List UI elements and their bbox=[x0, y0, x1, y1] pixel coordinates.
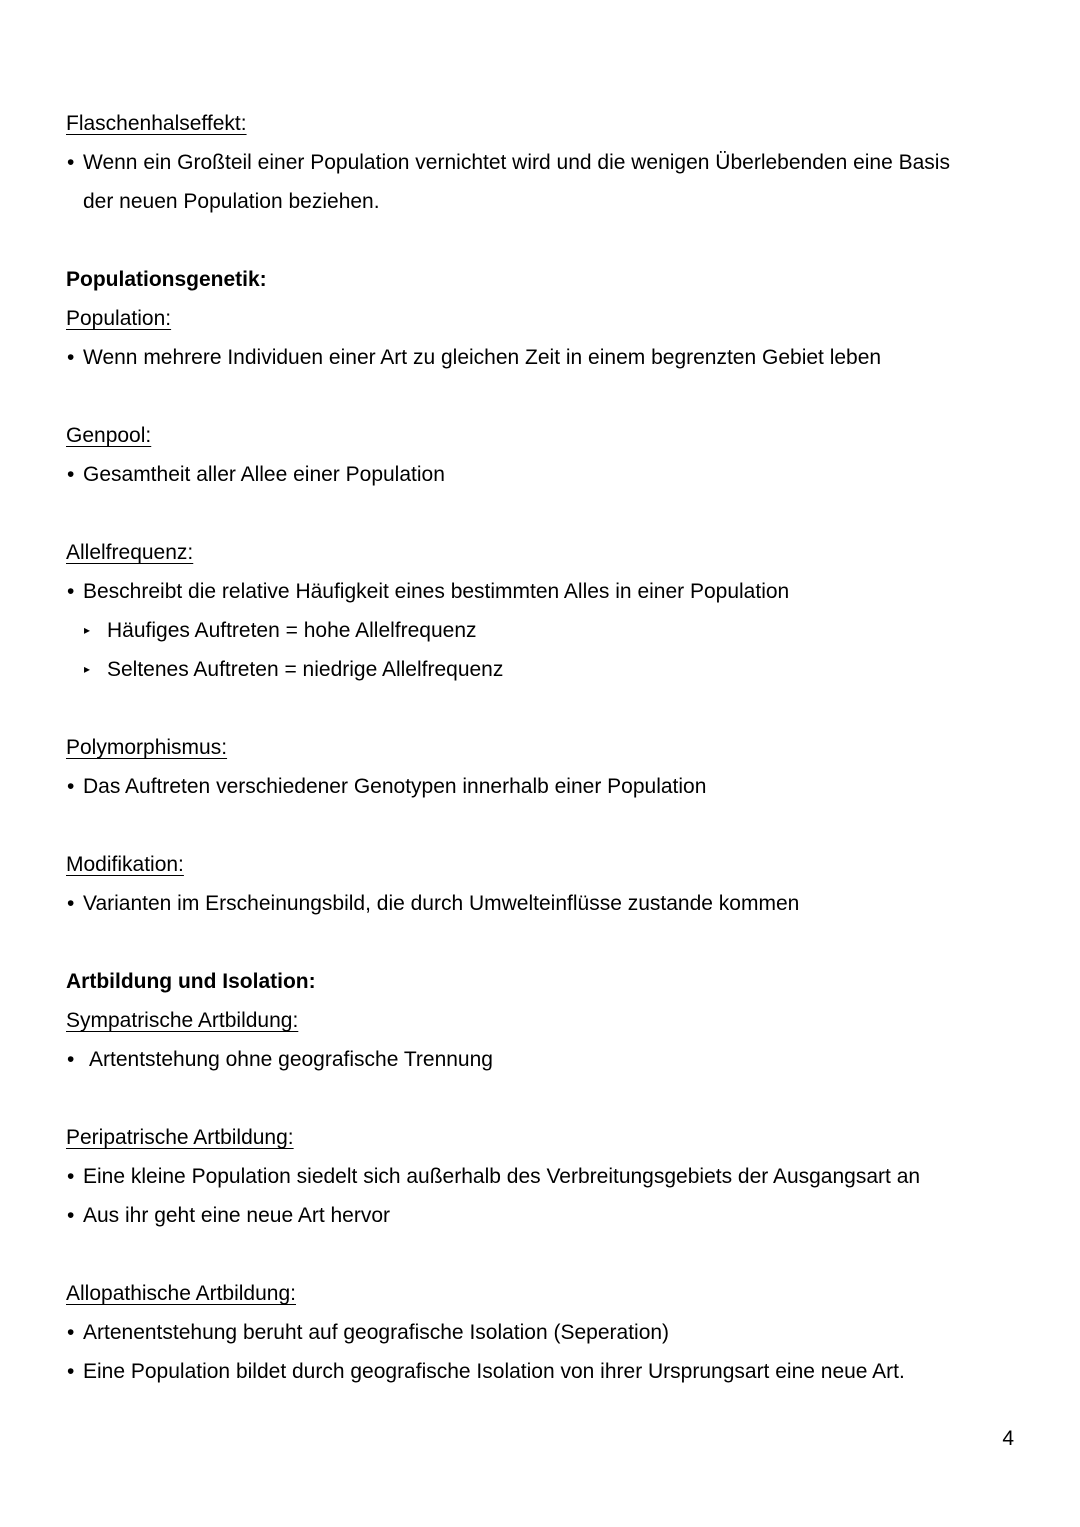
spacer bbox=[66, 689, 1016, 728]
spacer bbox=[66, 494, 1016, 533]
bullet-dot: • bbox=[67, 1048, 75, 1071]
allelfrequenz-bullet-text: Beschreibt die relative Häufigkeit eines bestimmten Alles in einer Population bbox=[83, 580, 790, 603]
allelfrequenz-heading: Allelfrequenz: bbox=[66, 541, 194, 564]
peripatrisch-bullet-text-2: Aus ihr geht eine neue Art hervor bbox=[83, 1204, 391, 1227]
population-heading-line bbox=[66, 299, 1016, 338]
bullet-dot: • bbox=[67, 346, 75, 369]
artbildung-title: Artbildung und Isolation: bbox=[66, 970, 316, 993]
population-bullet bbox=[66, 338, 1016, 377]
bullet-dot: • bbox=[67, 892, 75, 915]
bullet-dot: • bbox=[67, 1165, 75, 1188]
allelfrequenz-sub-text-1: Häufiges Auftreten = hohe Allelfrequenz bbox=[107, 619, 477, 642]
bullet-dot: • bbox=[67, 1204, 75, 1227]
flaschenhals-bullet-text-2: der neuen Population beziehen. bbox=[83, 190, 380, 213]
peripatrisch-heading-line bbox=[66, 1118, 1016, 1157]
polymorphismus-heading: Polymorphismus: bbox=[66, 736, 228, 759]
modifikation-bullet bbox=[66, 884, 1016, 923]
modifikation-bullet-text: Varianten im Erscheinungsbild, die durch Umwelteinflüsse zustande kommen bbox=[83, 892, 800, 915]
allopathisch-heading: Allopathische Artbildung: bbox=[66, 1282, 296, 1305]
allelfrequenz-sub-bullet-1 bbox=[66, 611, 1016, 650]
allelfrequenz-sub-text-2: Seltenes Auftreten = niedrige Allelfrequenz bbox=[107, 658, 504, 681]
sympatrisch-bullet-text: Artentstehung ohne geografische Trennung bbox=[89, 1048, 493, 1071]
triangle-bullet-icon: ▸ bbox=[84, 662, 91, 676]
sympatrisch-bullet bbox=[66, 1040, 1016, 1079]
bullet-dot: • bbox=[67, 580, 75, 603]
allelfrequenz-heading-line bbox=[66, 533, 1016, 572]
flaschenhals-bullet-text-1: Wenn ein Großteil einer Population vernichtet wird und die wenigen Überlebenden eine Basis bbox=[83, 151, 950, 174]
population-heading: Population: bbox=[66, 307, 172, 330]
artbildung-title-line bbox=[66, 962, 1016, 1001]
flaschenhals-heading: Flaschenhalseffekt: bbox=[66, 112, 247, 135]
bullet-dot: • bbox=[67, 1321, 75, 1344]
populationsgenetik-title: Populationsgenetik: bbox=[66, 268, 267, 291]
allelfrequenz-bullet bbox=[66, 572, 1016, 611]
page-number: 4 bbox=[1002, 1427, 1014, 1450]
spacer bbox=[66, 377, 1016, 416]
allelfrequenz-sub-bullet-2 bbox=[66, 650, 1016, 689]
peripatrisch-bullet-1 bbox=[66, 1157, 1016, 1196]
spacer bbox=[66, 1235, 1016, 1274]
flaschenhals-heading-line bbox=[66, 104, 1016, 143]
allopathisch-bullet-1 bbox=[66, 1313, 1016, 1352]
spacer bbox=[66, 1079, 1016, 1118]
bullet-dot: • bbox=[67, 463, 75, 486]
genpool-heading-line bbox=[66, 416, 1016, 455]
peripatrisch-bullet-text-1: Eine kleine Population siedelt sich außerhalb des Verbreitungsgebiets der Ausgangsart an bbox=[83, 1165, 921, 1188]
allopathisch-bullet-text-2: Eine Population bildet durch geografische Isolation von ihrer Ursprungsart eine neue Art. bbox=[83, 1360, 905, 1383]
spacer bbox=[66, 221, 1016, 260]
modifikation-heading: Modifikation: bbox=[66, 853, 184, 876]
allopathisch-bullet-2 bbox=[66, 1352, 1016, 1391]
sympatrisch-heading-line bbox=[66, 1001, 1016, 1040]
genpool-bullet bbox=[66, 455, 1016, 494]
sympatrisch-heading: Sympatrische Artbildung: bbox=[66, 1009, 299, 1032]
genpool-heading: Genpool: bbox=[66, 424, 152, 447]
bullet-dot: • bbox=[67, 1360, 75, 1383]
allopathisch-heading-line bbox=[66, 1274, 1016, 1313]
flaschenhals-bullet-continuation bbox=[66, 182, 1016, 221]
document-page bbox=[66, 104, 1016, 1391]
flaschenhals-bullet bbox=[66, 143, 1016, 182]
polymorphismus-heading-line bbox=[66, 728, 1016, 767]
modifikation-heading-line bbox=[66, 845, 1016, 884]
peripatrisch-heading: Peripatrische Artbildung: bbox=[66, 1126, 294, 1149]
bullet-dot: • bbox=[67, 775, 75, 798]
bullet-dot: • bbox=[67, 151, 75, 174]
peripatrisch-bullet-2 bbox=[66, 1196, 1016, 1235]
triangle-bullet-icon: ▸ bbox=[84, 623, 91, 637]
spacer bbox=[66, 806, 1016, 845]
population-bullet-text: Wenn mehrere Individuen einer Art zu gleichen Zeit in einem begrenzten Gebiet leben bbox=[83, 346, 882, 369]
polymorphismus-bullet-text: Das Auftreten verschiedener Genotypen innerhalb einer Population bbox=[83, 775, 707, 798]
polymorphismus-bullet bbox=[66, 767, 1016, 806]
allopathisch-bullet-text-1: Artenentstehung beruht auf geografische Isolation (Seperation) bbox=[83, 1321, 670, 1344]
populationsgenetik-title-line bbox=[66, 260, 1016, 299]
spacer bbox=[66, 923, 1016, 962]
genpool-bullet-text: Gesamtheit aller Allee einer Population bbox=[83, 463, 445, 486]
